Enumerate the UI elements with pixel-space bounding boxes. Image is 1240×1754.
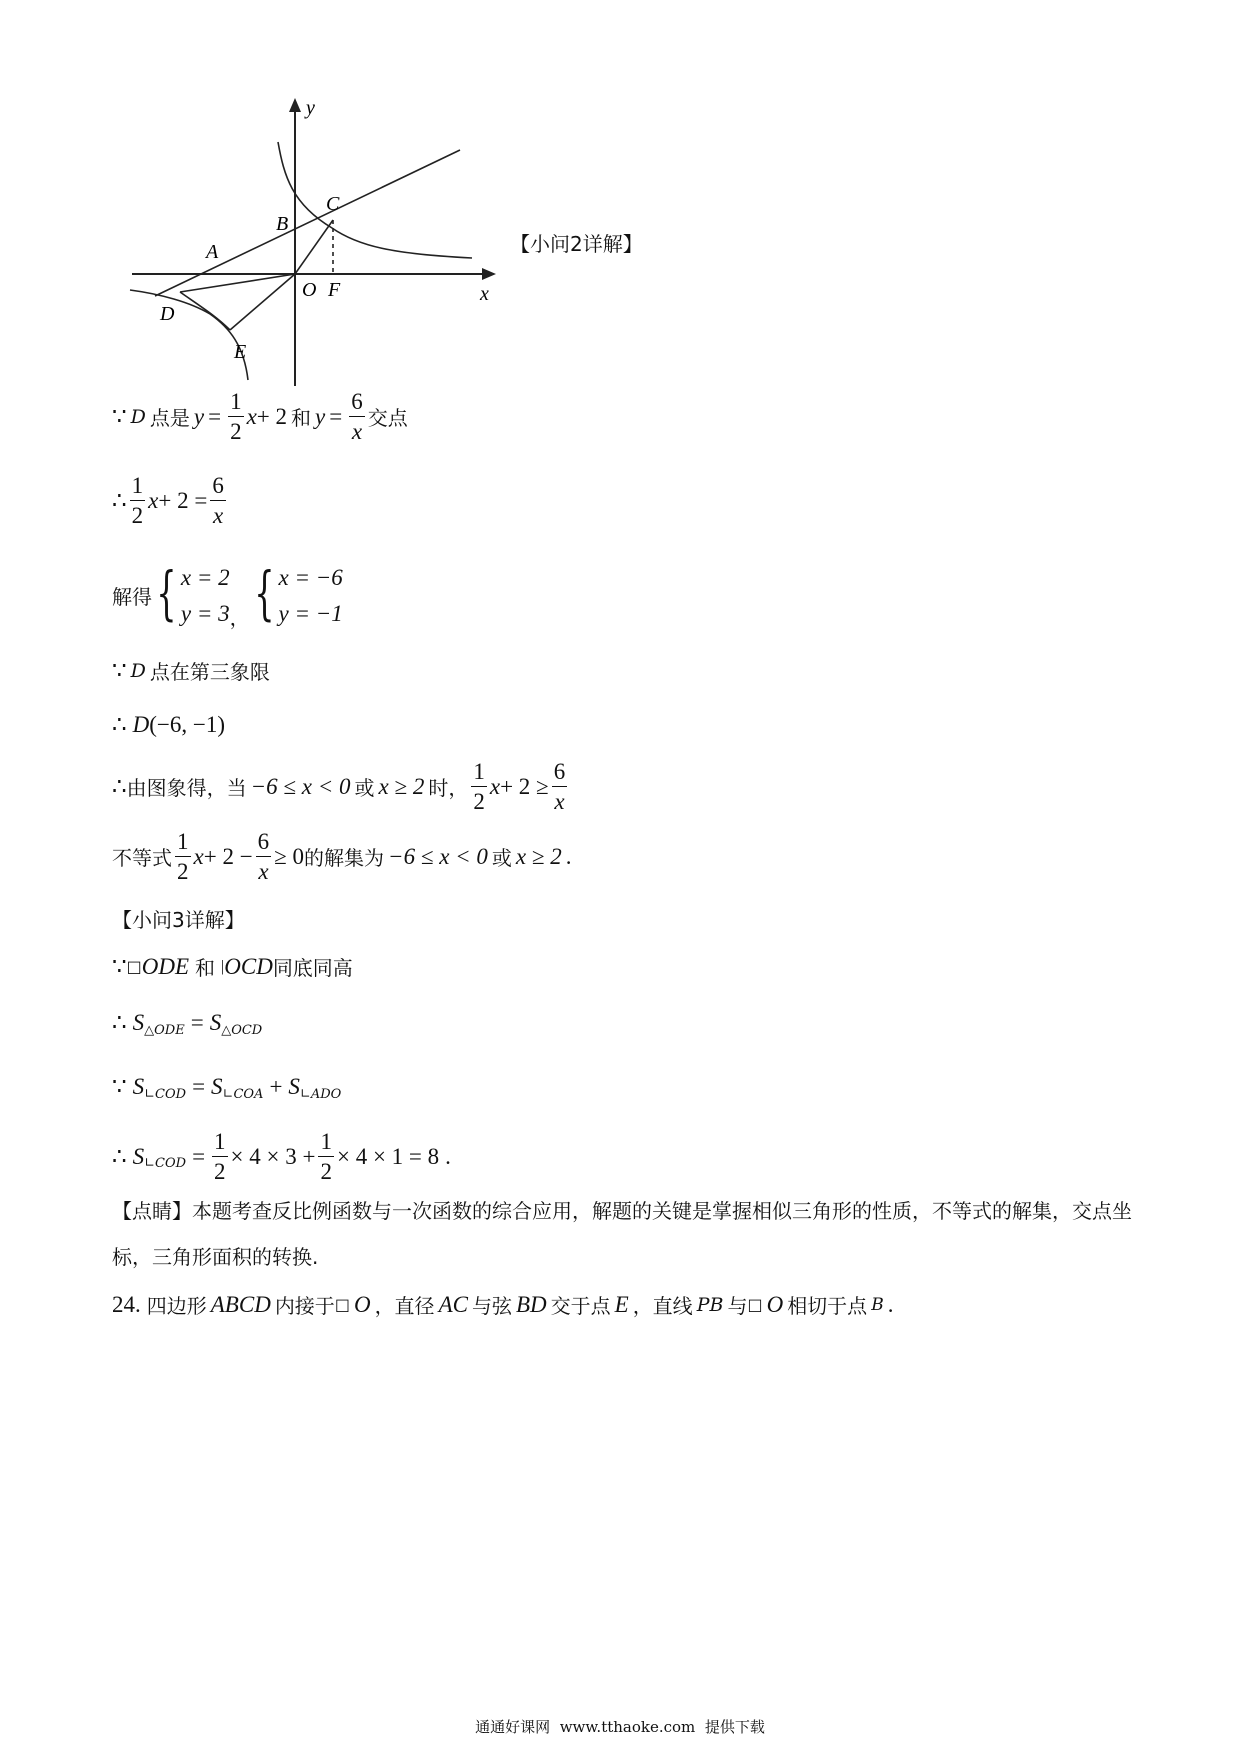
solution-system-1: x = 2 y = 3 [180,565,230,626]
label-x: x [480,283,489,305]
solution-line-2: ∴ $\frac{1}{2}$ x + 2 = $\frac{6}{x}$ [112,473,224,528]
solution-line-1: ∵ D 点是 y = $\frac{1}{2}$ x + 2 和 y = $\frac{6}{x}$ 交点 [112,389,408,444]
brace: { [253,558,275,627]
part3-line-3: ∵ S ∟COD = S ∟COA + S ∟ADO [112,1074,342,1102]
fraction: $\frac{1}{2}$ [177,829,189,884]
fraction: $\frac{1}{2}$ [473,759,485,814]
footer: 通通好课网 www.tthaoke.com 提供下载 [475,1718,765,1736]
label-y: y [306,97,315,119]
label-B: B [276,213,289,235]
part3-line-4: ∴ S ∟COD = $\frac{1}{2}$ × 4 × 3 + $\frac{1}{2}$ × 4 × 1 = 8 . [112,1129,451,1184]
label-O: O [302,279,317,301]
solution-line-7: 不等式 $\frac{1}{2}$ x + 2 − $\frac{6}{x}$ ≥ 0 的解集为 −6 ≤ x < 0 或 x ≥ 2 . [112,829,572,884]
fraction: $\frac{1}{2}$ [131,473,144,528]
solution-line-5: ∴ D (−6, −1) [112,712,226,737]
solution-line-6: ∴ 由图象得，当 −6 ≤ x < 0 或 x ≥ 2 时， $\frac{1}{2}$ x + 2 ≥ $\frac{6}{x}$ [112,759,566,814]
key-point-comment: 【点睛】本题考查反比例函数与一次函数的综合应用，解题的关键是掌握相似三角形的性质，不等式的解集，交点坐标，三角形面积的转换. [112,1199,1132,1269]
y-axis-arrow [289,98,301,112]
hyperbola-branch-q3 [130,290,248,380]
label-D: D [160,303,175,325]
heading-part-3: 【小问3详解】 [112,908,245,932]
solution-system-2: x = −6 y = −1 [278,565,343,626]
x-axis-arrow [482,268,496,280]
part3-line-2: ∴ S △ODE = S △OCD [112,1010,263,1038]
solution-line-4: ∵ D 点在第三象限 [112,657,270,684]
hyperbola-branch-q1 [278,142,472,258]
fraction: $\frac{6}{x}$ [553,759,566,814]
question-24: 24. 四边形 ABCD 内接于 □ O ，直径 AC 与弦 BD 交于点 E ，直线 PB 与 □ O 相切于点 B . [112,1291,894,1318]
solution-line-3: 解得 { x = 2 y = 3 ， { x = −6 y = −1 [112,558,343,631]
fraction: $\frac{1}{2}$ [320,1129,332,1184]
fraction: $\frac{6}{x}$ [351,389,363,444]
function-graph-figure [120,96,500,386]
brace: { [156,558,177,627]
label-C: C [326,193,340,215]
label-F: F [328,279,341,301]
fraction: $\frac{6}{x}$ [212,473,224,528]
fraction: $\frac{6}{x}$ [257,829,270,884]
part3-line-1: ∵ □ ODE 和 | OCD 同底同高 [112,953,353,980]
fraction: $\frac{1}{2}$ [214,1129,226,1184]
label-E: E [234,341,247,363]
heading-part-2: 【小问2详解】 [510,232,643,256]
fraction: $\frac{1}{2}$ [230,389,242,444]
label-A: A [206,241,219,263]
segment-OC [295,220,333,274]
